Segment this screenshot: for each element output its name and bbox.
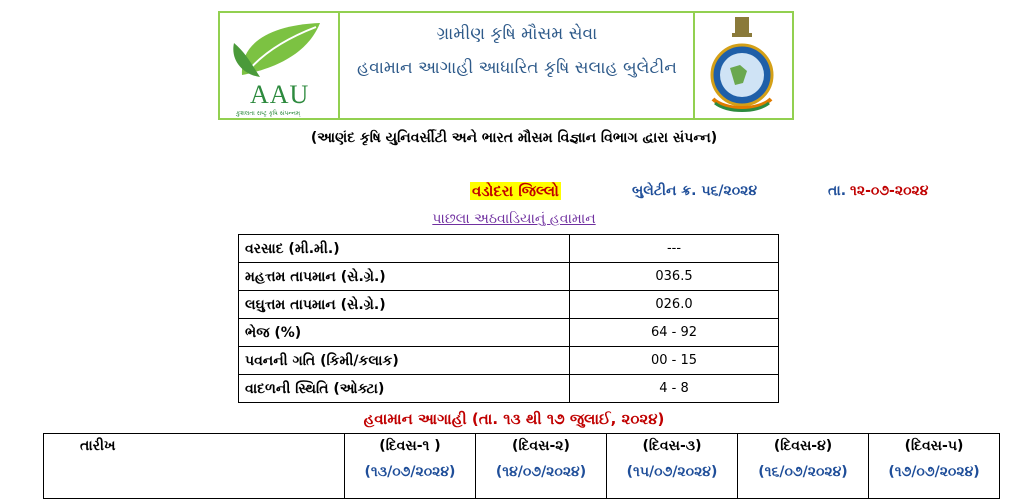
- param-label: મહત્તમ તાપમાન (સે.ગ્રે.): [239, 263, 570, 291]
- imd-emblem-icon: [695, 13, 790, 116]
- aau-logo-motto: કુશલતા રાષ્ટ્ર કૃષિ સંપન્નમ્: [236, 110, 301, 117]
- day-label: (દિવસ-૪): [773, 438, 833, 454]
- param-value: 00 - 15: [570, 347, 779, 375]
- table-row: [239, 319, 779, 347]
- bulletin-date-label: તા.: [828, 183, 847, 199]
- aau-logo-text: AAU: [250, 80, 310, 109]
- param-label: લઘુત્તમ તાપમાન (સે.ગ્રે.): [239, 291, 570, 319]
- date-header: તારીખ: [44, 434, 345, 499]
- param-label: વરસાદ (મી.મી.): [239, 235, 570, 263]
- day-date: (૧૭/૦૭/૨૦૨૪): [888, 464, 980, 480]
- param-value: 64 - 92: [570, 319, 779, 347]
- table-row: [239, 263, 779, 291]
- service-title: ગ્રામીણ કૃષિ મૌસમ સેવા: [436, 24, 598, 44]
- param-value: ---: [570, 235, 779, 263]
- day-date: (૧૪/૦૭/૨૦૨૪): [495, 464, 587, 480]
- forecast-table: [43, 433, 1000, 499]
- day-header: [738, 434, 869, 499]
- previous-week-title: પાછલા અઠવાડિયાનું હવામાન: [432, 211, 596, 227]
- param-value: 4 - 8: [570, 375, 779, 403]
- partnership-subtitle: (આણંદ કૃષિ યુનિવર્સીટી અને ભારત મૌસમ વિજ્ઞાન વિભાગ દ્વારા સંપન્ન): [310, 130, 718, 146]
- param-label: વાદળની સ્થિતિ (ઓક્ટા): [239, 375, 570, 403]
- day-header: [345, 434, 476, 499]
- forecast-header-row: [44, 434, 1000, 499]
- table-row: [239, 347, 779, 375]
- table-row: [239, 235, 779, 263]
- day-date: (૧૩/૦૭/૨૦૨૪): [364, 464, 456, 480]
- param-value: 036.5: [570, 263, 779, 291]
- day-label: (દિવસ-૧ ): [379, 438, 441, 454]
- day-header: [869, 434, 1000, 499]
- day-date: (૧૫/૦૭/૨૦૨૪): [626, 464, 718, 480]
- previous-week-table: [238, 234, 779, 403]
- day-label: (દિવસ-૨): [512, 438, 570, 454]
- param-label: ભેજ (%): [239, 319, 570, 347]
- param-value: 026.0: [570, 291, 779, 319]
- day-header: [607, 434, 738, 499]
- day-label: (દિવસ-૫): [904, 438, 964, 454]
- param-label: પવનની ગતિ (કિમી/કલાક): [239, 347, 570, 375]
- district-name: વડોદરા જિલ્લો: [472, 182, 559, 200]
- bulletin-number: બુલેટીન ક્ર. ૫૬/૨૦૨૪: [632, 183, 758, 199]
- bulletin-date: ૧૨-૦૭-૨૦૨૪: [850, 183, 929, 199]
- day-header: [476, 434, 607, 499]
- forecast-title: હવામાન આગાહી (તા. ૧૩ થી ૧૭ જુલાઈ, ૨૦૨૪): [363, 410, 665, 428]
- table-row: [239, 291, 779, 319]
- bulletin-title: હવામાન આગાહી આધારિત કૃષિ સલાહ બુલેટીન: [357, 58, 677, 78]
- day-label: (દિવસ-૩): [642, 438, 702, 454]
- table-row: [239, 375, 779, 403]
- day-date: (૧૬/૦૭/૨૦૨૪): [758, 464, 848, 480]
- imd-emblem: [693, 13, 792, 118]
